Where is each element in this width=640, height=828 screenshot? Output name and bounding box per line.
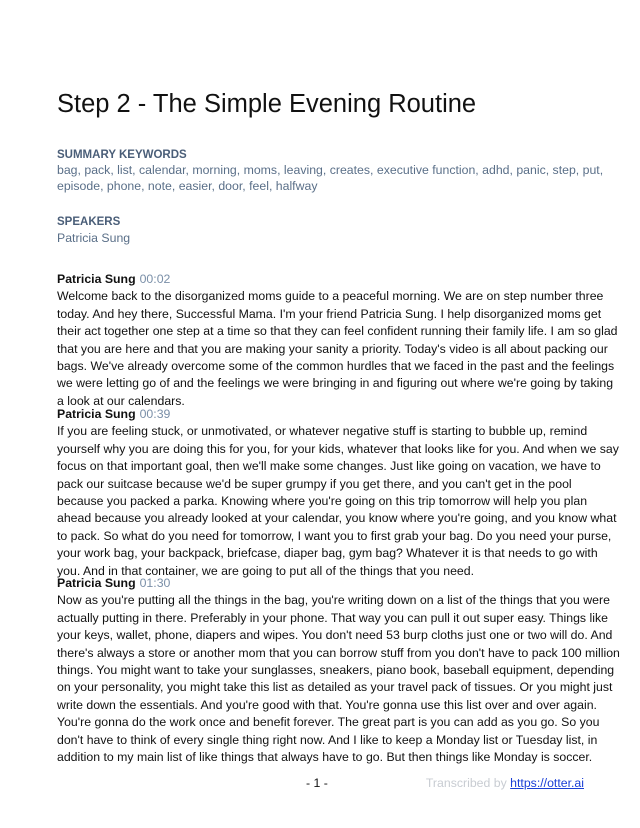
transcript-section (57, 575, 620, 766)
keywords-line: bag, pack, list, calendar, morning, moms, leaving, creates, executive function, adhd, panic, step, put, (57, 163, 604, 177)
transcript-section (57, 271, 618, 410)
keywords-line: episode, phone, note, easier, door, feel, halfway (57, 178, 318, 193)
speaker-name: Patricia Sung (57, 272, 136, 286)
transcript-line: things. You might want to take your sunglasses, sneakers, piano book, baseball equipment, depending (57, 663, 615, 678)
transcript-line: we were letting go of and the feelings we were bringing in and figuring out where we're going by taking (57, 376, 614, 391)
transcript-line: to pack. So what do you need for tomorrow, I want you to first grab your bag. Do you need your purse, (57, 528, 612, 543)
transcript-line: Welcome back to the disorganized moms guide to a peaceful morning. We are on step number three (57, 289, 604, 304)
timestamp[interactable]: 01:30 (139, 576, 171, 590)
speaker-name: Patricia Sung (57, 576, 136, 590)
speakers-list: Patricia Sung (57, 231, 131, 245)
transcript-line: there's always a store or another mom that you can borrow stuff from you don't have to pack 100 million (57, 645, 620, 660)
transcript-line: addition to my main list of like things that always have to go. But then things like Monday is soccer. (57, 750, 593, 765)
speaker-header (57, 406, 619, 423)
transcript-line: don't have to think of every single thing right now. And I like to keep a Monday list or Tuesday list, in (57, 732, 598, 747)
transcript-line: because you packed a parka. Knowing where you're going on this trip tomorrow will help you plan (57, 494, 588, 509)
speaker-header (57, 271, 618, 288)
transcript-line: write down the essentials. And you're good with that. You're gonna use this list over and over again. (57, 697, 597, 712)
transcript-section (57, 406, 619, 580)
page-number: - 1 - (306, 776, 328, 790)
transcript-line: your keys, wallet, phone, diapers and wipes. You don't need 53 burp cloths just one or two will do. And (57, 628, 613, 643)
transcribed-by-text: Transcribed by (425, 776, 511, 790)
transcript-line: bags. We've already overcome some of the common hurdles that we faced in the past and the feelings (57, 359, 615, 374)
transcript-line: You're gonna do the work once and benefit forever. The great part is you can add as you go. So you (57, 715, 600, 730)
summary-keywords (57, 163, 603, 194)
transcript-line: their act together one step at a time so that they can feel confident running their family life. I am so glad (57, 324, 618, 339)
transcribed-by (426, 776, 584, 790)
transcript-line: on your personality, you might take this list as detailed as your travel pack of tissues. Or you might just (57, 680, 613, 695)
timestamp[interactable]: 00:39 (139, 407, 171, 421)
otter-link[interactable]: https://otter.ai (510, 776, 584, 790)
timestamp[interactable]: 00:02 (139, 272, 171, 286)
speakers-label: SPEAKERS (57, 216, 121, 228)
transcript-line: a look at our calendars. (57, 393, 185, 408)
transcript-line: actually putting in there. Preferably in your phone. That way you can pull it out super easy. Things like (57, 610, 608, 625)
document-title: Step 2 - The Simple Evening Routine (57, 90, 477, 118)
transcript-line: your work bag, your backpack, briefcase, diaper bag, gym bag? Whatever it is that needs to go with (57, 546, 598, 561)
transcript-line: that you are here and that you are making your sanity a priority. Today's video is all about packing our (57, 341, 608, 356)
transcript-line: If you are feeling stuck, or unmotivated, or whatever negative stuff is starting to bubble up, remind (57, 424, 588, 439)
transcript-line: pack our suitcase because we'd be super grumpy if you get there, and you can't get in the pool (57, 476, 572, 491)
transcript-line: ahead because you already looked at your calendar, you know where you're going, and you know what (57, 511, 617, 526)
summary-keywords-label: SUMMARY KEYWORDS (57, 149, 187, 161)
speaker-name: Patricia Sung (57, 407, 136, 421)
speaker-header (57, 575, 620, 592)
transcript-line: yourself why you are doing this for you, for your kids, whatever that looks like for you. And when we say (57, 441, 619, 456)
transcript-line: you. And in that container, we are going to put all of the things that you need. (57, 563, 475, 578)
transcript-line: focus on that important goal, then we'll make some changes. Just like going on vacation, we have to (57, 459, 601, 474)
transcript-line: today. And hey there, Successful Mama. I'm your friend Patricia Sung. I help disorganized moms get (57, 306, 602, 321)
transcript-line: Now as you're putting all the things in the bag, you're writing down on a list of the things that you were (57, 593, 610, 608)
